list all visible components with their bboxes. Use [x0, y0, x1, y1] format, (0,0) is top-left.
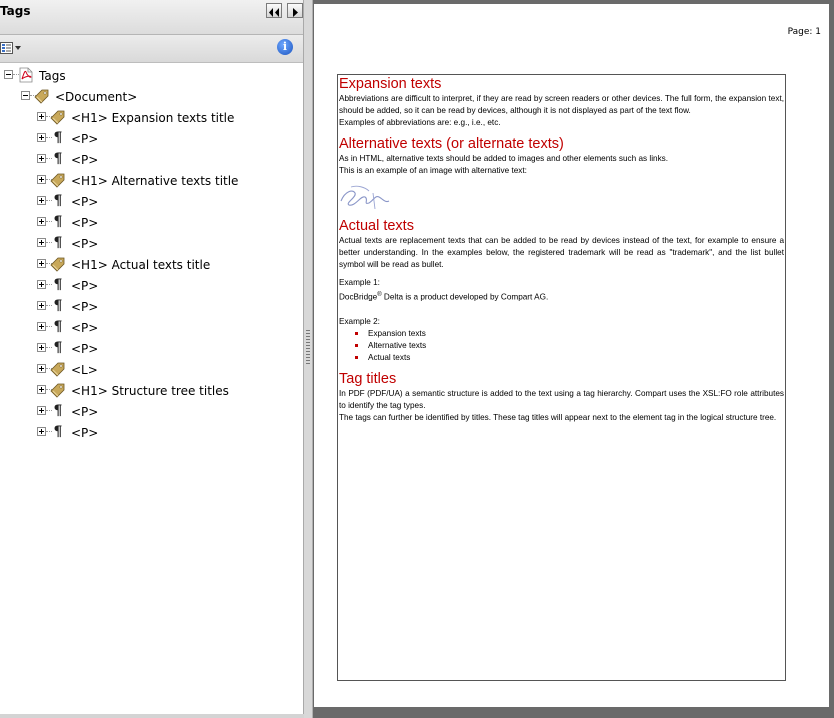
tree-row[interactable] — [0, 87, 300, 107]
expand-icon[interactable] — [37, 112, 46, 121]
tag-icon — [50, 109, 66, 125]
example-1-rest: Delta is a product developed by Compart AG. — [381, 292, 549, 302]
tag-icon — [34, 88, 50, 104]
alternative-paragraph-1: As in HTML, alternative texts should be added to images and other elements such as links. — [339, 154, 669, 163]
paragraph-icon: ¶ — [53, 193, 63, 209]
collapse-icon[interactable] — [4, 70, 13, 79]
page-number: Page: 1 — [787, 27, 821, 37]
tree-row[interactable] — [0, 318, 300, 338]
expand-icon[interactable] — [37, 154, 46, 163]
expand-icon[interactable] — [37, 175, 46, 184]
panel-toolbar — [0, 35, 303, 63]
paragraph-icon: ¶ — [53, 424, 63, 440]
expand-icon[interactable] — [37, 238, 46, 247]
next-panel-button[interactable] — [287, 3, 303, 18]
tree-row[interactable] — [0, 381, 300, 401]
tree-label: <H1> Expansion texts title — [71, 111, 235, 125]
paragraph-icon: ¶ — [53, 403, 63, 419]
tree-row[interactable] — [0, 360, 300, 380]
pdf-icon — [18, 67, 34, 83]
paragraph-icon: ¶ — [53, 298, 63, 314]
expansion-paragraph-1: Abbreviations are difficult to interpret, if they are read by screen readers or other devices. The full form, the expansion text, should be added, so it can be read by devices, although it is not displayed as part of the text flow. — [339, 94, 784, 115]
tree-label: <P> — [71, 132, 99, 146]
tagtitles-paragraph-1: In PDF (PDF/UA) a semantic structure is added to the text using a tag hierarchy. Compart uses the XSL:FO role attributes to identify the tag types. — [339, 388, 784, 410]
tree-label: <P> — [71, 237, 99, 251]
paragraph-icon: ¶ — [53, 340, 63, 356]
expand-icon[interactable] — [37, 301, 46, 310]
expand-icon[interactable] — [37, 364, 46, 373]
tree-row[interactable] — [0, 66, 300, 86]
paragraph-icon: ¶ — [53, 319, 63, 335]
expand-icon[interactable] — [37, 343, 46, 352]
tree-label: <L> — [71, 363, 98, 377]
chevron-right-icon — [288, 6, 302, 19]
document-view[interactable] — [313, 0, 834, 718]
options-menu-icon — [0, 40, 22, 56]
panel-splitter[interactable] — [304, 0, 313, 718]
paragraph-icon: ¶ — [53, 214, 63, 230]
tree-label: <P> — [71, 300, 99, 314]
tree-row[interactable] — [0, 129, 300, 149]
tree-row[interactable] — [0, 402, 300, 422]
heading-tag-titles: Tag titles — [339, 370, 397, 387]
list-item: Actual texts — [355, 352, 784, 364]
tree-label: <Document> — [55, 90, 138, 104]
tree-row[interactable] — [0, 234, 300, 254]
tree-row[interactable] — [0, 276, 300, 296]
splitter-grip-icon[interactable] — [306, 330, 310, 366]
tag-icon — [50, 256, 66, 272]
collapse-panel-button[interactable] — [266, 3, 282, 18]
tree-row[interactable] — [0, 171, 300, 191]
example-2-label: Example 2: — [339, 316, 380, 326]
tree-row[interactable] — [0, 108, 300, 128]
document-page — [314, 4, 829, 707]
expand-icon[interactable] — [37, 280, 46, 289]
double-chevron-left-icon — [267, 6, 281, 19]
heading-expansion-texts: Expansion texts — [339, 76, 442, 92]
panel-bottom-edge — [0, 714, 304, 718]
list-item: Expansion texts — [355, 328, 784, 340]
info-icon[interactable]: i — [277, 39, 293, 55]
tree-label: <P> — [71, 195, 99, 209]
signature-image — [339, 181, 391, 211]
collapse-icon[interactable] — [21, 91, 30, 100]
tree-row[interactable] — [0, 192, 300, 212]
tree-label: <P> — [71, 405, 99, 419]
example-2-list — [339, 328, 784, 364]
expansion-paragraph-2: Examples of abbreviations are: e.g., i.e., etc. — [339, 118, 501, 127]
list-item: Alternative texts — [355, 340, 784, 352]
alternative-paragraph-2: This is an example of an image with alternative text: — [339, 166, 527, 175]
tree-row[interactable] — [0, 150, 300, 170]
expand-icon[interactable] — [37, 259, 46, 268]
expand-icon[interactable] — [37, 427, 46, 436]
tree-row[interactable] — [0, 339, 300, 359]
paragraph-icon: ¶ — [53, 277, 63, 293]
expand-icon[interactable] — [37, 196, 46, 205]
expand-icon[interactable] — [37, 322, 46, 331]
tree-label: <P> — [71, 342, 99, 356]
tree-label: <P> — [71, 279, 99, 293]
tree-row[interactable] — [0, 255, 300, 275]
expand-icon[interactable] — [37, 385, 46, 394]
tree-label: <P> — [71, 216, 99, 230]
expand-icon[interactable] — [37, 217, 46, 226]
registered-mark: ® — [377, 292, 382, 298]
tree-label: <P> — [71, 426, 99, 440]
expand-icon[interactable] — [37, 406, 46, 415]
panel-title: Tags — [0, 4, 31, 18]
paragraph-icon: ¶ — [53, 151, 63, 167]
tree-label: <H1> Structure tree titles — [71, 384, 229, 398]
tree-row[interactable] — [0, 213, 300, 233]
tree-row[interactable] — [0, 423, 300, 443]
panel-header — [0, 0, 303, 35]
tree-label: <P> — [71, 321, 99, 335]
tags-panel — [0, 0, 304, 718]
example-1-brand: DocBridge — [339, 292, 378, 302]
heading-alternative-texts: Alternative texts (or alternate texts) — [339, 136, 564, 152]
paragraph-icon: ¶ — [53, 235, 63, 251]
example-1-label: Example 1: — [339, 278, 380, 287]
tree-label: <H1> Alternative texts title — [71, 174, 239, 188]
tree-label: Tags — [39, 69, 66, 83]
actual-paragraph-1: Actual texts are replacement texts that can be added to be read by devices instead of the text, for example to ensure a better understanding. In the examples below, the registered trademark will be read as "trademark", and the list bullet symbol will be read as bullet. — [339, 236, 784, 269]
heading-actual-texts: Actual texts — [339, 218, 414, 234]
example-1-text — [339, 289, 784, 304]
tag-icon — [50, 361, 66, 377]
tag-icon — [50, 382, 66, 398]
tag-icon — [50, 172, 66, 188]
tagtitles-paragraph-2: The tags can further be identified by titles. These tag titles will appear next to the element tag in the logical structure tree. — [339, 412, 777, 422]
options-menu-button[interactable] — [0, 40, 22, 56]
expand-icon[interactable] — [37, 133, 46, 142]
paragraph-icon: ¶ — [53, 130, 63, 146]
page-content — [339, 75, 784, 424]
tree-row[interactable] — [0, 297, 300, 317]
tree-label: <H1> Actual texts title — [71, 258, 211, 272]
tree-label: <P> — [71, 153, 99, 167]
